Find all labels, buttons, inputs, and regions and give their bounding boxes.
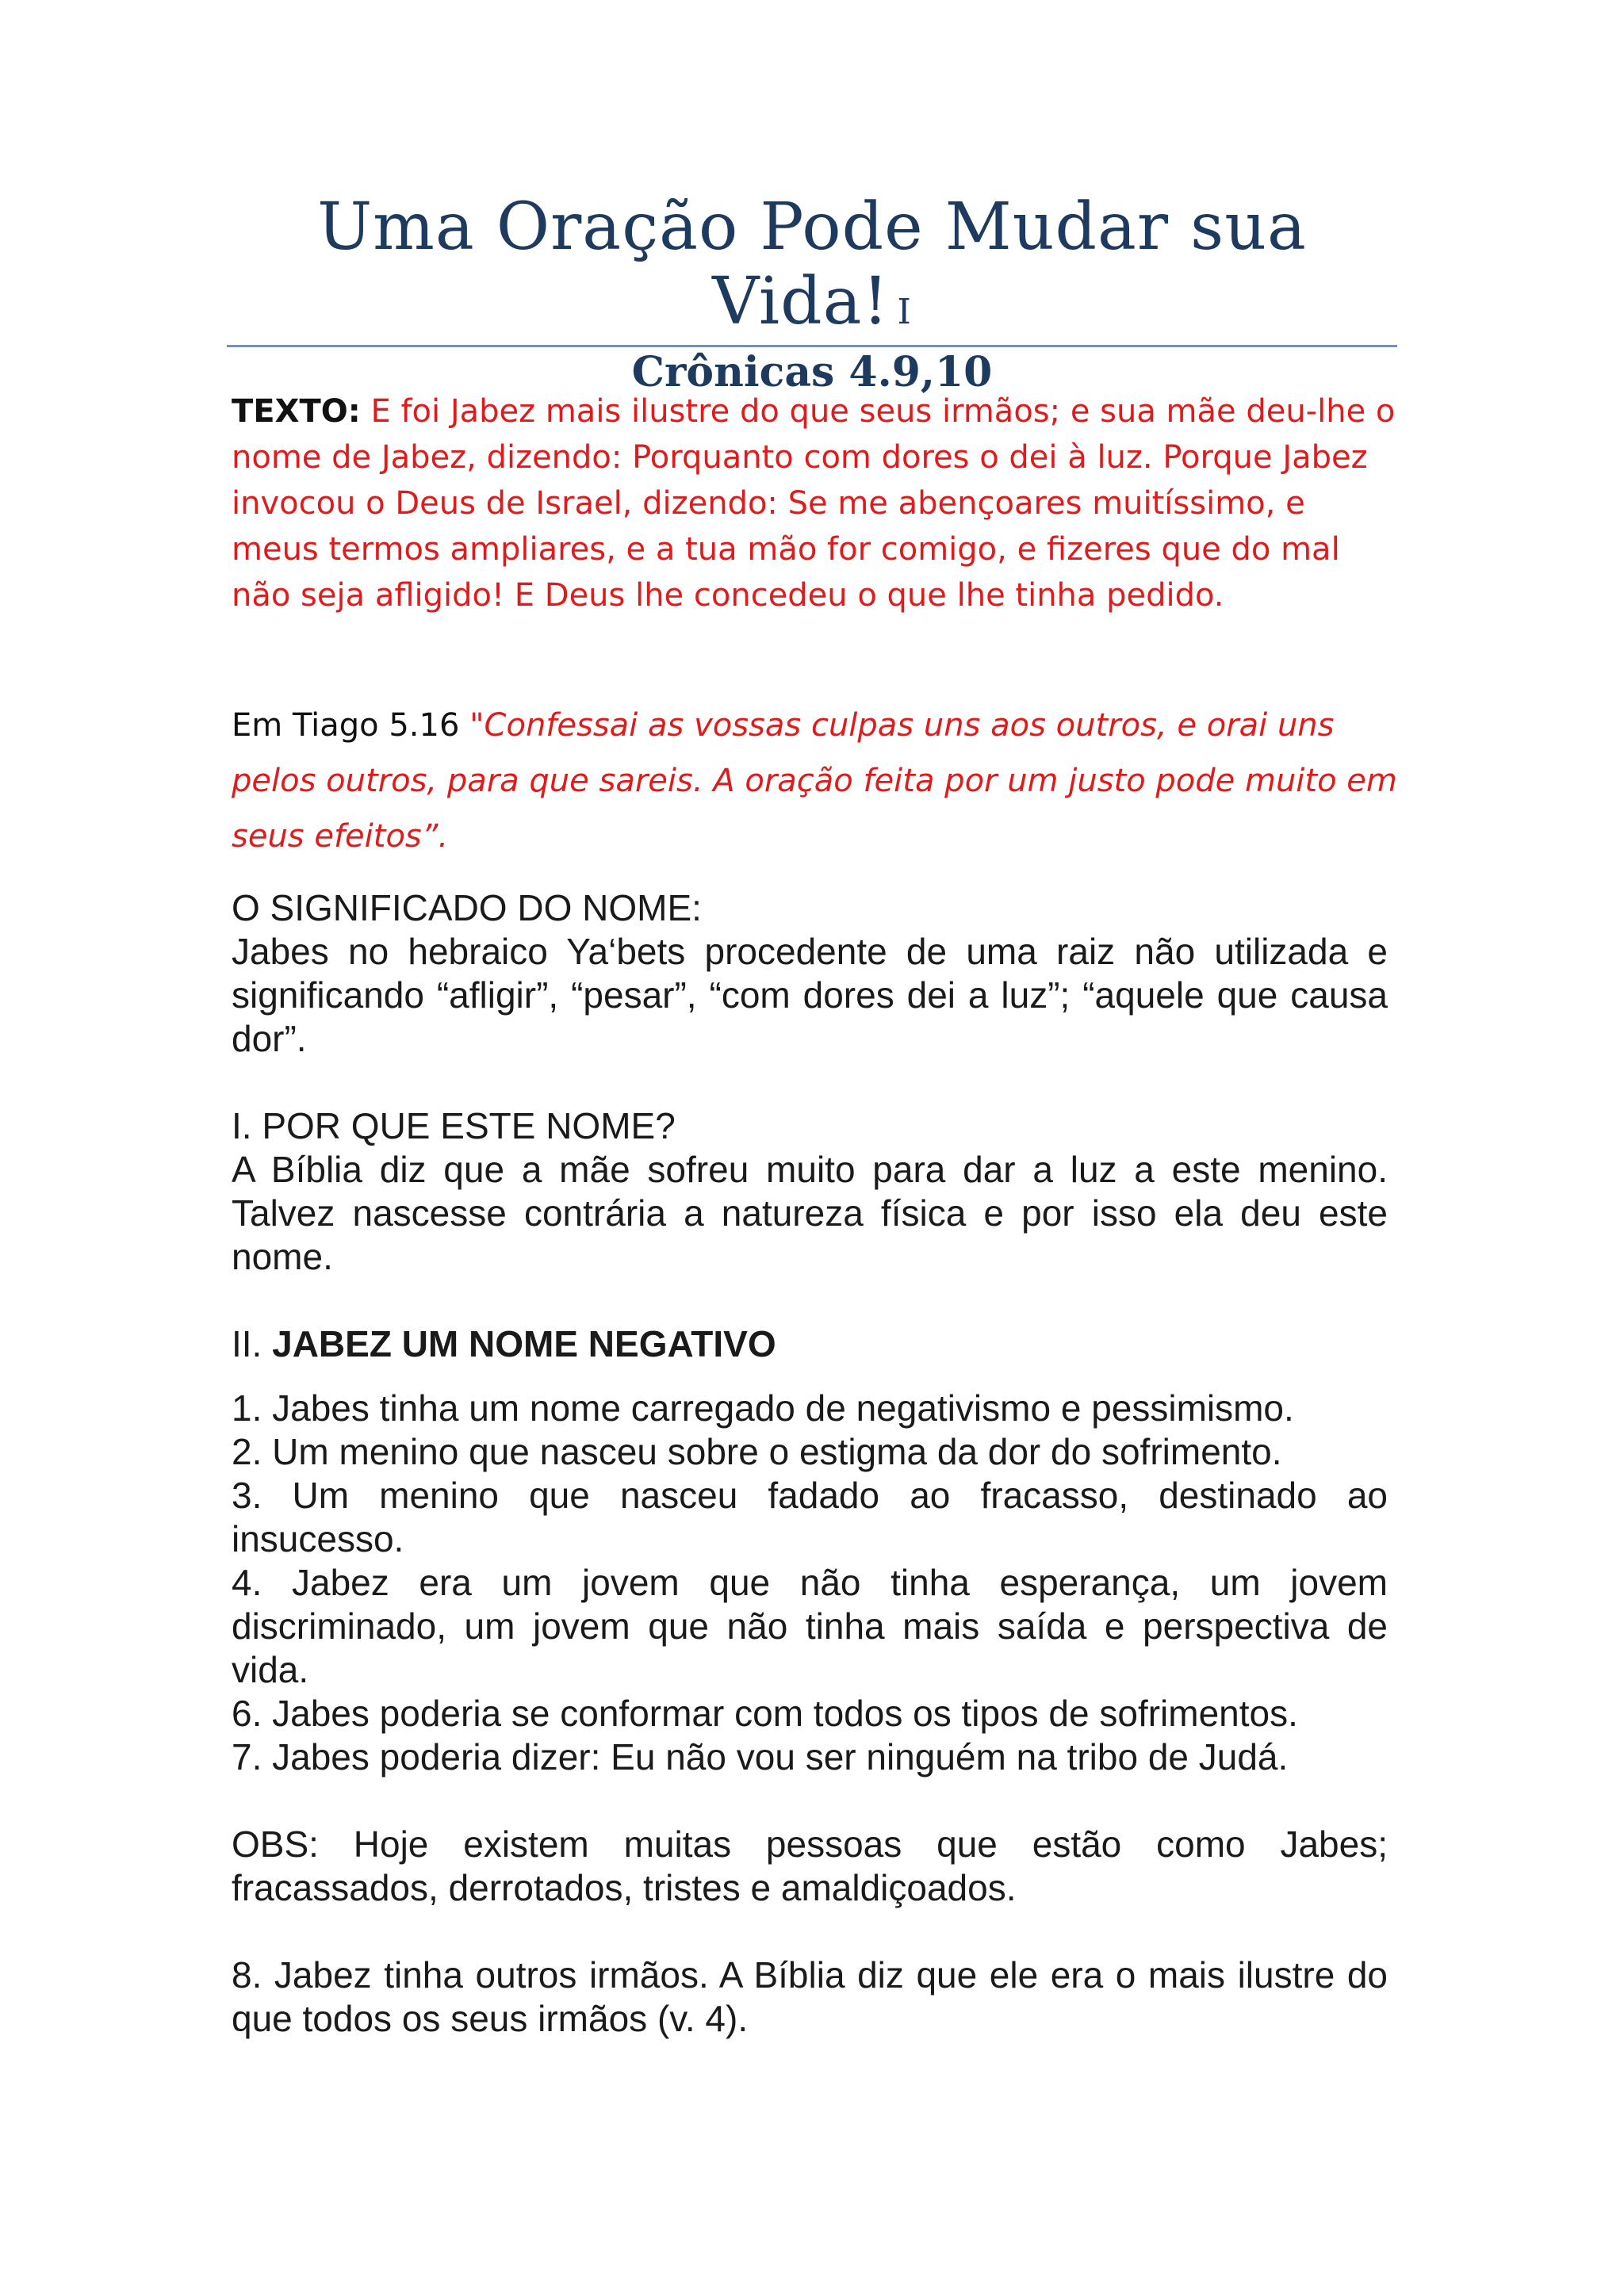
texto-content: E foi Jabez mais ilustre do que seus irmãos; e sua mãe deu-lhe o nome de Jabez, dizendo: Porquanto com dores o dei à luz. Porque Jabez invocou o Deus de Israel, dizendo: Se me abençoares muitíssimo, e meus termos ampliares, e a tua mão for comigo, e fizeres que do mal não seja afligido! E Deus lhe concedeu o que lhe tinha pedido. bbox=[232, 393, 1396, 614]
page-subtitle: Crônicas 4.9,10 bbox=[631, 347, 993, 396]
list-item: 1. Jabes tinha um nome carregado de negativismo e pessimismo. bbox=[232, 1387, 1294, 1429]
list-item: 2. Um menino que nasceu sobre o estigma da dor do sofrimento. bbox=[232, 1431, 1282, 1472]
significado-heading: O SIGNIFICADO DO NOME: bbox=[232, 887, 702, 928]
list-item: 7. Jabes poderia dizer: Eu não vou ser ninguém na tribo de Judá. bbox=[232, 1736, 1289, 1777]
section2-title: JABEZ UM NOME NEGATIVO bbox=[272, 1323, 776, 1364]
item-8-paragraph: 8. Jabez tinha outros irmãos. A Bíblia diz que ele era o mais ilustre do que todos os seus irmãos (v. 4). bbox=[232, 1954, 1388, 2039]
page-title bbox=[228, 190, 1396, 340]
significado-text: Jabes no hebraico Ya‘bets procedente de uma raiz não utilizada e significando “afligir”, “pesar”, “com dores dei a luz”; “aquele que causa dor”. bbox=[232, 931, 1388, 1059]
tiago-reference: Em Tiago 5.16 bbox=[232, 707, 460, 744]
document-header bbox=[228, 190, 1396, 396]
title-text: Uma Oração Pode Mudar sua Vida! bbox=[317, 189, 1307, 340]
header-divider bbox=[227, 345, 1397, 347]
section1-text: A Bíblia diz que a mãe sofreu muito para dar a luz a este menino. Talvez nascesse contrária a natureza física e por isso ela deu este nome. bbox=[232, 1149, 1388, 1277]
list-item: 6. Jabes poderia se conformar com todos os tipos de sofrimentos. bbox=[232, 1693, 1298, 1734]
tiago-quote-block bbox=[232, 698, 1397, 864]
tiago-quote: "Confessai as vossas culpas uns aos outros, e orai uns pelos outros, para que sareis. A oração feita por um justo pode muito em seus efeitos”. bbox=[232, 707, 1397, 855]
list-item: 4. Jabez era um jovem que não tinha esperança, um jovem discriminado, um jovem que não tinha mais saída e perspectiva de vida. bbox=[232, 1562, 1388, 1690]
scripture-text-block bbox=[232, 388, 1397, 618]
section2-heading bbox=[232, 1322, 1388, 1366]
sermon-body bbox=[232, 886, 1388, 2041]
title-suffix: I bbox=[897, 292, 912, 333]
section2-numeral: II. bbox=[232, 1323, 262, 1364]
obs-paragraph: OBS: Hoje existem muitas pessoas que estão como Jabes; fracassados, derrotados, tristes e amaldiçoados. bbox=[232, 1823, 1388, 1908]
section1-heading: I. POR QUE ESTE NOME? bbox=[232, 1105, 676, 1146]
texto-label: TEXTO: bbox=[232, 393, 361, 430]
list-item: 3. Um menino que nasceu fadado ao fracasso, destinado ao insucesso. bbox=[232, 1475, 1388, 1559]
